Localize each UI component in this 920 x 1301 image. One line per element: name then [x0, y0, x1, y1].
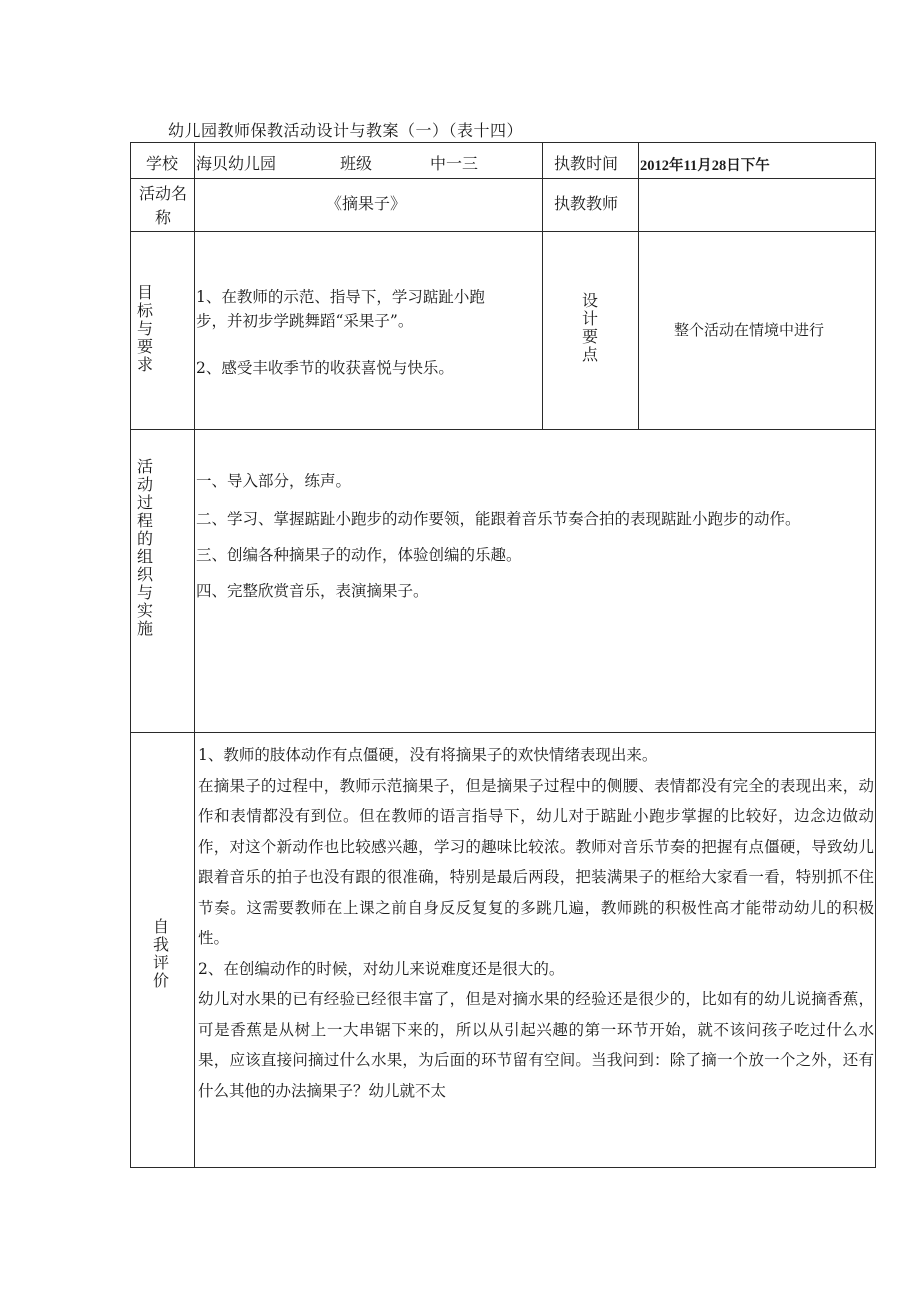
- self-evaluation-label: 自我评价: [152, 917, 169, 990]
- evaluation-paragraph-4: 幼儿对水果的已有经验已经很丰富了，但是对摘水果的经验还是很少的，比如有的幼儿说摘香蕉，可是香蕉是从树上一大串锯下来的，所以从引起兴趣的第一环节开始，就不该问孩子吃过什么水果，应该直接问摘过什么水果，为后面的环节留有空间。当我问到：除了摘一个放一个之外，还有什么其他的办法摘果子？幼儿就不太: [198, 990, 874, 1100]
- process-label: 活动过程的组织与实施: [136, 457, 153, 638]
- class-value: 中一三: [430, 154, 479, 173]
- process-step-1: 一、导入部分，练声。: [196, 472, 352, 490]
- school-value: 海贝幼儿园: [196, 154, 277, 173]
- goal-item-2: 2、感受丰收季节的收获喜悦与快乐。: [196, 359, 454, 377]
- evaluation-paragraph-2: 在摘果子的过程中，教师示范摘果子，但是摘果子过程中的侧腰、表情都没有完全的表现出来，动作和表情都没有到位。但在教师的语言指导下，幼儿对于踮趾小跑步掌握的比较好，边念边做动作，对这个新动作也比较感兴趣，学习的趣味比较浓。教师对音乐节奏的把握有点僵硬，导致幼儿跟着音乐的拍子也没有跟的很准确，特别是最后两段，把装满果子的框给大家看一看，特别抓不住节奏。这需要教师在上课之前自身反反复复的多跳几遍，教师跳的积极性高才能带动幼儿的积极性。: [198, 776, 874, 947]
- row-divider-1: [130, 178, 876, 179]
- process-step-4: 四、完整欣赏音乐，表演摘果子。: [196, 582, 429, 600]
- table-border-right: [875, 142, 876, 1168]
- row-divider-2: [130, 231, 876, 232]
- table-border-left: [130, 142, 131, 1168]
- label-column-divider: [194, 142, 195, 1168]
- class-label: 班级: [340, 154, 373, 173]
- time-label: 执教时间: [554, 154, 619, 173]
- time-value: 2012年11月28日下午: [640, 158, 770, 174]
- row-divider-3: [130, 429, 876, 430]
- activity-name-label: 活动名称: [138, 184, 187, 227]
- process-step-3: 三、创编各种摘果子的动作，体验创编的乐趣。: [196, 546, 522, 564]
- evaluation-paragraph-3: 2、在创编动作的时候，对幼儿来说难度还是很大的。: [198, 959, 565, 978]
- goal-item-1-line-2: 步，并初步学跳舞蹈“采果子”。: [196, 312, 414, 330]
- design-points-value: 整个活动在情境中进行: [674, 321, 825, 339]
- goal-item-1-line-1: 1、在教师的示范、指导下，学习踮趾小跑: [196, 288, 485, 306]
- evaluation-paragraph-1: 1、教师的肢体动作有点僵硬，没有将摘果子的欢快情绪表现出来。: [198, 746, 658, 764]
- table-border-bottom: [130, 1167, 876, 1168]
- activity-name-value: 《摘果子》: [326, 194, 407, 213]
- teacher-label: 执教教师: [554, 194, 619, 213]
- value-column-divider: [638, 142, 639, 429]
- self-evaluation-content: [198, 740, 874, 1106]
- middle-column-divider: [542, 142, 543, 429]
- design-points-label: 设计要点: [581, 291, 598, 364]
- row-divider-4: [130, 732, 876, 733]
- school-label: 学校: [146, 154, 179, 173]
- goals-label: 目标与要求: [136, 283, 153, 374]
- table-border-top: [130, 142, 876, 143]
- lesson-plan-table: [130, 142, 876, 1168]
- document-title: 幼儿园教师保教活动设计与教案（一）（表十四）: [168, 121, 524, 140]
- process-step-2: 二、学习、掌握踮趾小跑步的动作要领，能跟着音乐节奏合拍的表现踮趾小跑步的动作。: [196, 510, 801, 528]
